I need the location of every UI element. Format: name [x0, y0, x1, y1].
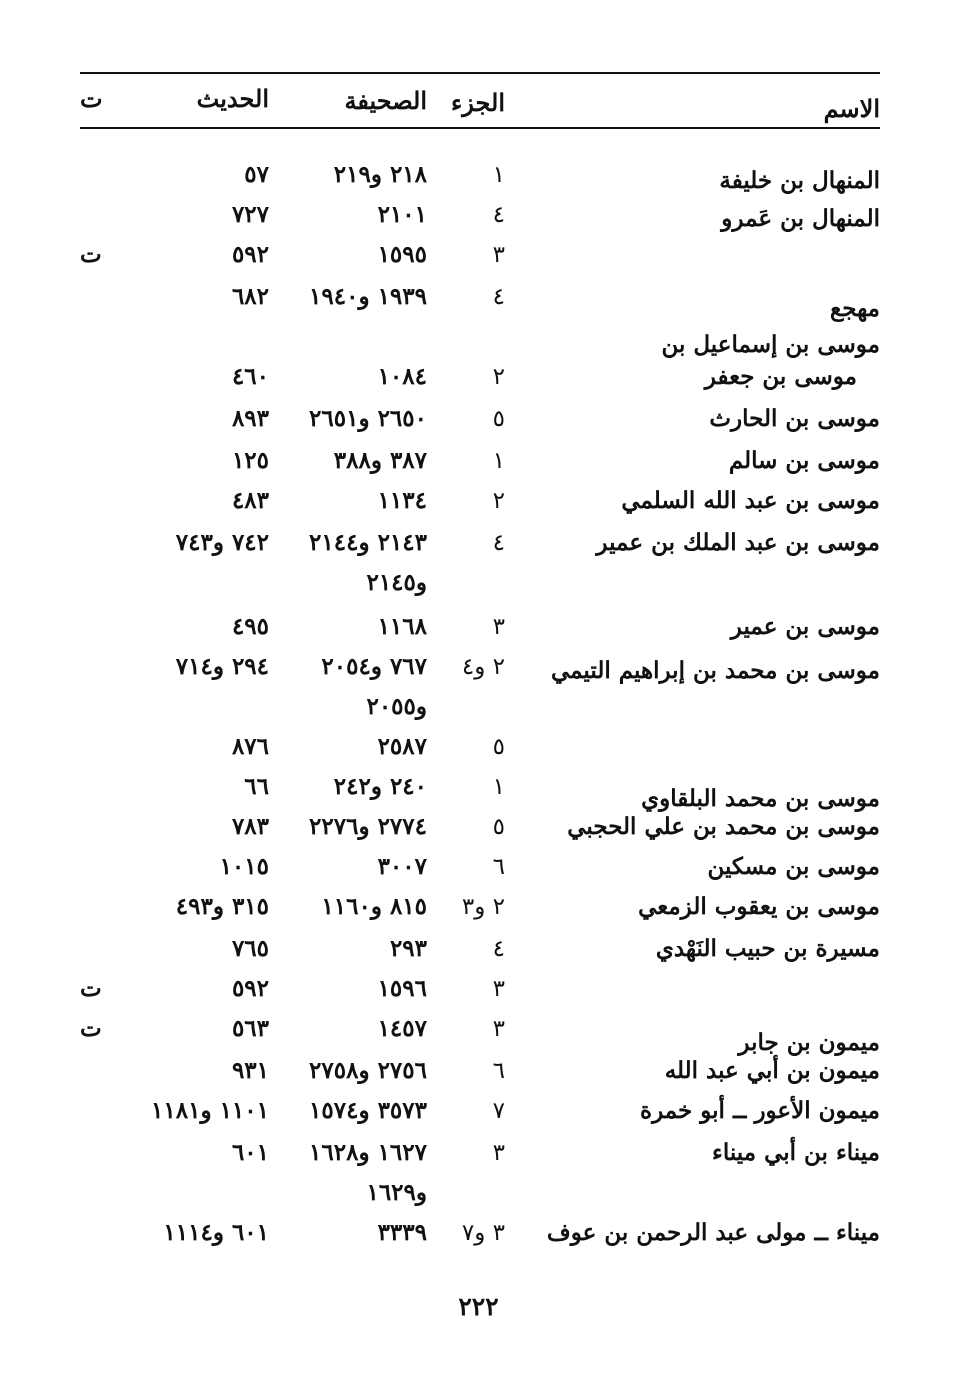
- entry-juz: ٤: [492, 284, 505, 310]
- entry-page: ٢٤٠ و٢٤٢: [333, 773, 427, 800]
- entry-hadith: ٧٦٥: [231, 935, 269, 962]
- entry-page: ١٤٥٧: [377, 1015, 427, 1042]
- entry-hadith: ٨٩٣: [231, 405, 269, 432]
- entry-juz: ٣: [492, 1140, 505, 1166]
- entry-juz: ٢: [492, 488, 505, 514]
- entry-hadith: ٢٩٤ و٧١٤: [175, 653, 269, 680]
- entry-hadith: ٥٧: [244, 161, 269, 188]
- entry-name: موسى بن عمير: [730, 613, 880, 640]
- table-top-rule: [80, 72, 880, 74]
- entry-page: ٢١٨ و٢١٩: [333, 161, 427, 188]
- entry-hadith: ٧٢٧: [231, 201, 269, 228]
- entry-name: موسى بن عبد الله السلمي: [621, 487, 880, 514]
- entry-page: ٣٥٧٣ و١٥٧٤: [309, 1097, 427, 1124]
- entry-name: موسى بن يعقوب الزمعي: [638, 893, 880, 920]
- entry-name: ميمون الأعور ــ أبو خمرة: [640, 1097, 880, 1124]
- entry-page: ٣٠٠٧: [377, 853, 427, 880]
- entry-name: موسى بن إسماعيل بن: [661, 331, 880, 358]
- entry-hadith: ٦٠١: [231, 1139, 269, 1166]
- entry-juz: ٥: [492, 734, 505, 760]
- entry-juz: ٤: [492, 530, 505, 556]
- entry-hadith: ٦٠١ و١١١٤: [163, 1219, 269, 1246]
- entry-hadith: ١١٠١ و١١٨١: [151, 1097, 269, 1124]
- entry-page: ٢١٤٣ و٢١٤٤: [309, 529, 427, 556]
- entry-page: ١٠٨٤: [377, 363, 427, 390]
- entry-page: ١١٣٤: [377, 487, 427, 514]
- entry-page: ٢١٠١: [377, 201, 427, 228]
- entry-page: ١٥٩٥: [377, 241, 427, 268]
- entry-hadith: ٧٨٣: [231, 813, 269, 840]
- header-page: الصحيفة: [344, 86, 427, 115]
- entry-juz: ٦: [492, 854, 505, 880]
- entry-page: ١٩٣٩ و١٩٤٠: [309, 283, 427, 310]
- entry-juz: ٦: [492, 1058, 505, 1084]
- entry-juz: ٤: [492, 936, 505, 962]
- entry-name: موسى بن محمد بن إبراهيم التيمي: [550, 657, 880, 684]
- entry-page: ٢٩٣: [389, 935, 427, 962]
- entry-juz: ٣ و٧: [461, 1220, 505, 1246]
- entry-hadith: ٦٦: [244, 773, 269, 800]
- entry-juz: ٣: [492, 242, 505, 268]
- table-header-rule: [80, 127, 880, 129]
- entry-name: موسى بن محمد بن علي الحجبي: [567, 813, 880, 840]
- entry-t-mark: ت: [80, 1015, 102, 1042]
- entry-name: ميمون بن أبي عبد الله: [664, 1057, 880, 1084]
- entry-name: المنهال بن عَمرو: [721, 205, 880, 232]
- entry-hadith: ٤٦٠: [231, 363, 269, 390]
- entry-page: ٢٦٥٠ و٢٦٥١: [309, 405, 427, 432]
- header-hadith: الحديث: [196, 84, 269, 113]
- entry-hadith: ٨٧٦: [231, 733, 269, 760]
- entry-name: موسى بن عبد الملك بن عمير: [596, 529, 880, 556]
- entry-name: موسى بن سالم: [728, 447, 880, 474]
- entry-name: موسى بن مسكين: [707, 853, 880, 880]
- entry-juz: ٧: [492, 1098, 505, 1124]
- entry-hadith: ٥٩٢: [231, 241, 269, 268]
- entry-hadith: ٤٨٣: [231, 487, 269, 514]
- entry-t-mark: ت: [80, 241, 102, 268]
- header-t: ت: [80, 84, 103, 113]
- entry-page: ١٥٩٦: [377, 975, 427, 1002]
- entry-page: ٢٧٧٤ و٢٢٧٦: [309, 813, 427, 840]
- entry-juz: ١: [492, 162, 505, 188]
- entry-hadith: ٩٣١: [231, 1057, 269, 1084]
- entry-juz: ٥: [492, 814, 505, 840]
- entry-page: و١٦٢٩: [366, 1179, 427, 1206]
- entry-name: ميناء ــ مولى عبد الرحمن بن عوف: [546, 1219, 880, 1246]
- entry-page: ٣٣٣٩: [377, 1219, 427, 1246]
- entry-hadith: ٧٤٢ و٧٤٣: [175, 529, 269, 556]
- entry-hadith: ٥٦٣: [231, 1015, 269, 1042]
- entry-page: و٢١٤٥: [366, 569, 427, 596]
- header-juz: الجزء: [451, 88, 505, 117]
- entry-page: و٢٠٥٥: [366, 693, 427, 720]
- entry-t-mark: ت: [80, 975, 102, 1002]
- entry-page: ٣٨٧ و٣٨٨: [333, 447, 427, 474]
- entry-juz: ٣: [492, 614, 505, 640]
- header-name: الاسم: [823, 94, 880, 123]
- entry-page: ١٦٢٧ و١٦٢٨: [309, 1139, 427, 1166]
- entry-name: موسى بن جعفر: [704, 363, 857, 390]
- entry-name: ميناء بن أبي ميناء: [712, 1139, 880, 1166]
- entry-name: مسيرة بن حبيب النَهْدي: [655, 935, 880, 962]
- entry-name: موسى بن الحارث: [709, 405, 880, 432]
- entry-juz: ٢ و٤: [461, 654, 505, 680]
- entry-name: المنهال بن خليفة: [719, 167, 880, 194]
- entry-name: موسى بن محمد البلقاوي: [641, 785, 880, 812]
- entry-name: مهجع: [829, 295, 880, 322]
- entry-hadith: ٥٩٢: [231, 975, 269, 1002]
- entry-hadith: ٣١٥ و٤٩٣: [175, 893, 269, 920]
- entry-hadith: ١٠١٥: [219, 853, 269, 880]
- entry-juz: ٣: [492, 1016, 505, 1042]
- entry-juz: ١: [492, 774, 505, 800]
- entry-page: ٧٦٧ و٢٠٥٤: [321, 653, 427, 680]
- entry-juz: ٣: [492, 976, 505, 1002]
- entry-juz: ١: [492, 448, 505, 474]
- entry-juz: ٥: [492, 406, 505, 432]
- entry-page: ١١٦٨: [377, 613, 427, 640]
- entry-juz: ٢ و٣: [461, 894, 505, 920]
- entry-juz: ٢: [492, 364, 505, 390]
- entry-page: ٢٥٨٧: [377, 733, 427, 760]
- entry-hadith: ١٢٥: [231, 447, 269, 474]
- entry-hadith: ٦٨٢: [231, 283, 269, 310]
- entry-page: ٨١٥ و١١٦٠: [321, 893, 427, 920]
- page-number: ٢٢٢: [458, 1292, 499, 1321]
- entry-hadith: ٤٩٥: [231, 613, 269, 640]
- entry-juz: ٤: [492, 202, 505, 228]
- entry-name: ميمون بن جابر: [738, 1029, 880, 1056]
- entry-page: ٢٧٥٦ و٢٧٥٨: [309, 1057, 427, 1084]
